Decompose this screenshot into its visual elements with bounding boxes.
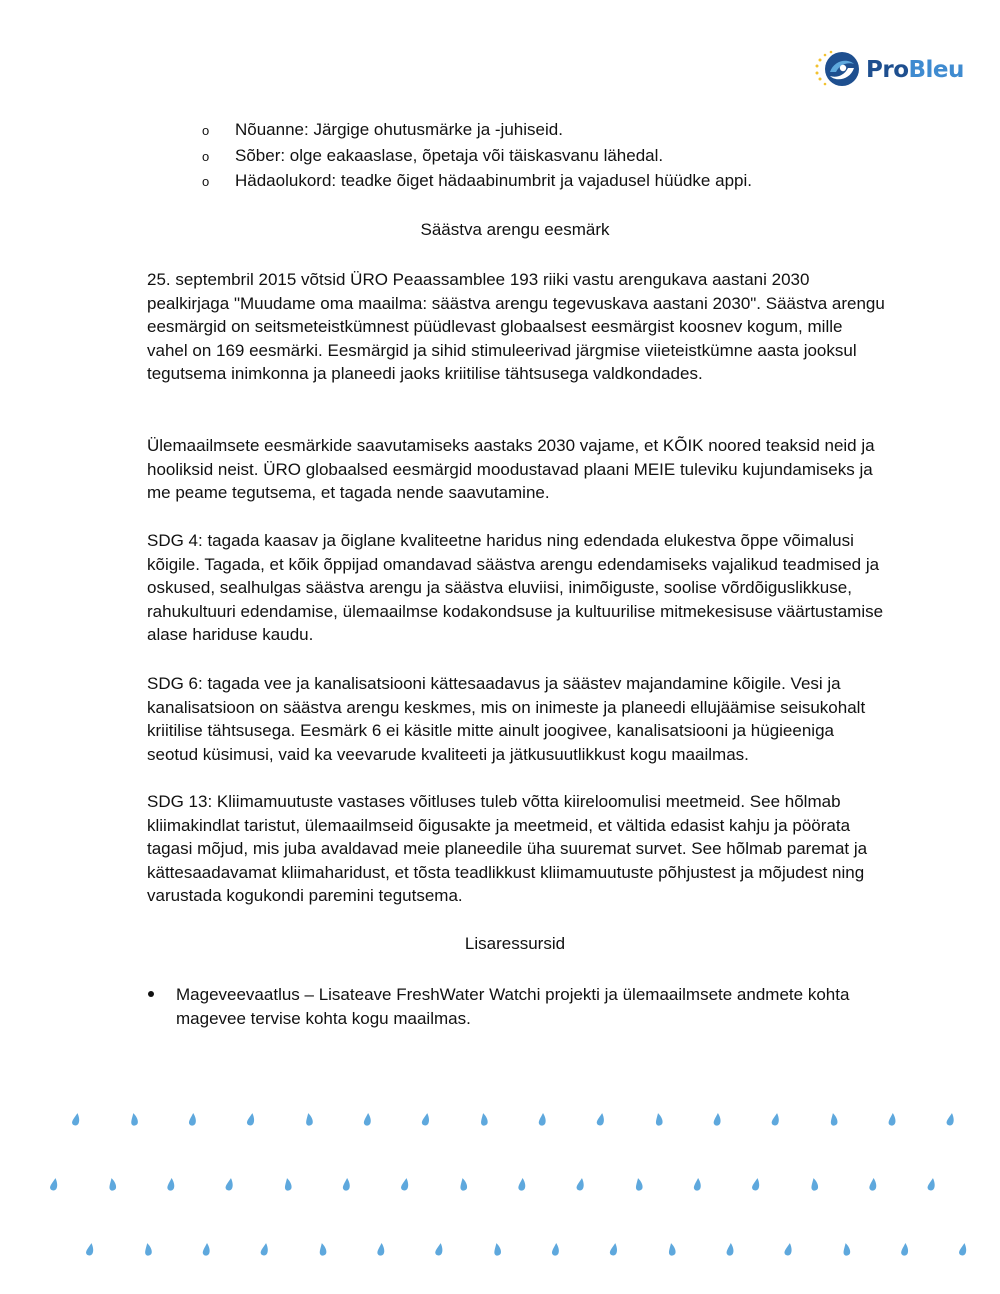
water-drop-icon — [435, 1242, 444, 1256]
water-drop-icon — [576, 1177, 585, 1191]
water-drop-icon — [655, 1113, 663, 1126]
water-drop-icon — [246, 1112, 255, 1126]
water-drop-icon — [609, 1242, 618, 1256]
logo-text-bleu: Bleu — [908, 57, 964, 83]
water-drop-icon — [401, 1177, 410, 1191]
water-drop-icon — [459, 1178, 467, 1191]
paragraph-sdg4: SDG 4: tagada kaasav ja õiglane kvaliteetne haridus ning edendada elukestva õppe võimalusi kõigile. Tagada, et kõik õppijad omandavad säästva arengu edendamiseks vajalikud teadmised ja oskused, sealhulgas säästva arengu ja säästva eluviisi, inimõiguste, soolise võrdõiguslikkuse, rahukultuuri edendamise, ülemaailmse kodakondsuse ja kultuurilise mitmekesisuse väärtustamise alase hariduse kaudu. — [147, 531, 884, 644]
water-drop-icon — [189, 1113, 197, 1126]
water-drop-icon — [167, 1178, 175, 1191]
probleu-logo-mark-icon — [814, 46, 862, 90]
water-drop-icon — [635, 1178, 643, 1191]
water-drop-icon — [493, 1243, 501, 1256]
water-drop-icon — [694, 1178, 702, 1191]
water-drop-icon — [552, 1243, 560, 1256]
section-heading-sustainable-development: Säästva arengu eesmärk — [420, 220, 610, 239]
water-drop-icon — [305, 1113, 313, 1126]
list-item — [202, 119, 752, 145]
section-heading-additional-resources: Lisaressursid — [464, 934, 566, 953]
list-marker: o — [202, 174, 210, 189]
water-drop-icon — [713, 1113, 721, 1126]
paragraph-sdg13: SDG 13: Kliimamuutuste vastases võitluses tuleb võtta kiireloomulisi meetmeid. See hõlmab kliimakindlat taristut, ülemaailmseid õigusakte ja meetmeid, et vältida edasist kahju ja pöörata tagasi mõjud, mis juba avaldavad meie planeedile üha suuremat survet. See hõlmab paremat ja kättesaadavamat kliimaharidust, et tõsta teadlikkust kliimamuutuste põhjustest ja mõjudest ning varustada kogukondi paremini tegutsema. — [147, 792, 868, 905]
list-item-text: Nõuanne: Järgige ohutusmärke ja -juhiseid. — [235, 120, 563, 139]
list-item-text: Hädaolukord: teadke õiget hädaabinumbrit ja vajadusel hüüdke appi. — [235, 171, 752, 190]
water-drop-icon — [810, 1178, 818, 1191]
water-drop-icon — [959, 1242, 968, 1256]
resource-freshwater-watch[interactable]: Mageveevaatlus – Lisateave FreshWater Watchi projekti ja ülemaailmsete andmete kohta magevee tervise kohta kogu maailmas. — [176, 985, 850, 1028]
water-drop-icon — [596, 1112, 605, 1126]
water-drop-icon — [144, 1243, 152, 1256]
water-drop-icon — [86, 1242, 95, 1256]
water-drop-icon — [108, 1178, 116, 1191]
water-drop-icon — [946, 1112, 955, 1126]
water-drop-icon — [50, 1177, 59, 1191]
resources-list — [147, 983, 877, 1030]
logo-text-pro: Pro — [866, 57, 909, 83]
water-drop-icon — [318, 1243, 326, 1256]
water-drop-icon — [203, 1243, 211, 1256]
bullet-icon — [148, 991, 154, 997]
water-drop-icon — [888, 1113, 896, 1126]
probleu-logo-text — [866, 57, 964, 83]
list-item — [147, 983, 877, 1030]
water-drop-icon — [752, 1177, 761, 1191]
water-drop-icon — [364, 1113, 372, 1126]
paragraph-agenda-2030: 25. septembril 2015 võtsid ÜRO Peaassamblee 193 riiki vastu arengukava aastani 2030 pealkirjaga "Muudame oma maailma: säästva arengu tegevuskava aastani 2030". Säästva arengu eesmärgid on seitsmeteistkümnest püüdlevast globaalsest eesmärgist koosnev kogum, mille vahel on 169 eesmärki. Eesmärgid ja sihid stimuleerivad järgmise viieteistkümne aasta jooksul tegutsema inimkonna ja planeedi jaoks kriitilise tähtsusega valdkondades. — [147, 270, 885, 383]
list-marker: o — [202, 148, 210, 164]
water-drop-icon — [72, 1112, 81, 1126]
water-drop-icon — [784, 1242, 793, 1256]
water-drop-icon — [130, 1113, 138, 1126]
list-marker: o — [202, 123, 210, 138]
water-drop-icon — [726, 1243, 734, 1256]
water-drop-icon — [539, 1113, 547, 1126]
list-item-text: Sõber: olge eakaaslase, õpetaja või täiskasvanu lähedal. — [235, 145, 664, 165]
water-drop-icon — [518, 1178, 526, 1191]
water-drop-icon — [771, 1112, 780, 1126]
water-drop-icon — [480, 1113, 488, 1126]
water-drops-decoration — [0, 1100, 1000, 1294]
water-drop-icon — [668, 1243, 676, 1256]
water-drop-icon — [225, 1177, 234, 1191]
safety-tips-list — [202, 119, 752, 196]
water-drop-icon — [377, 1243, 385, 1256]
probleu-logo — [814, 46, 964, 90]
water-drop-icon — [901, 1243, 909, 1256]
water-drop-icon — [421, 1112, 430, 1126]
paragraph-sdg6: SDG 6: tagada vee ja kanalisatsiooni kättesaadavus ja säästev majandamine kõigile. Vesi ja kanalisatsioon on säästva arengu keskmes, mis on inimeste ja planeedi ellujäämise seisukohalt kriitilise tähtsusega. Eesmärk 6 ei käsitle mitte ainult joogivee, kanalisatsiooni ja hügieeniga seotud küsimusi, vaid ka veevarude kvaliteeti ja jätkusuutlikkust kogu maailmas. — [147, 674, 866, 764]
water-drop-icon — [260, 1242, 269, 1256]
list-item — [202, 170, 752, 196]
water-drop-icon — [343, 1178, 351, 1191]
list-item — [202, 145, 752, 171]
water-drop-icon — [284, 1178, 292, 1191]
water-drop-icon — [830, 1113, 838, 1126]
water-drop-icon — [842, 1243, 850, 1256]
water-drop-icon — [869, 1178, 877, 1191]
paragraph-global-goals: Ülemaailmsete eesmärkide saavutamiseks aastaks 2030 vajame, et KÕIK noored teaksid neid ja hooliksid neist. ÜRO globaalsed eesmärgid moodustavad plaani MEIE tuleviku kujundamiseks ja me peame tegutsema, et tagada nende saavutamine. — [147, 436, 875, 502]
water-drop-icon — [927, 1177, 936, 1191]
